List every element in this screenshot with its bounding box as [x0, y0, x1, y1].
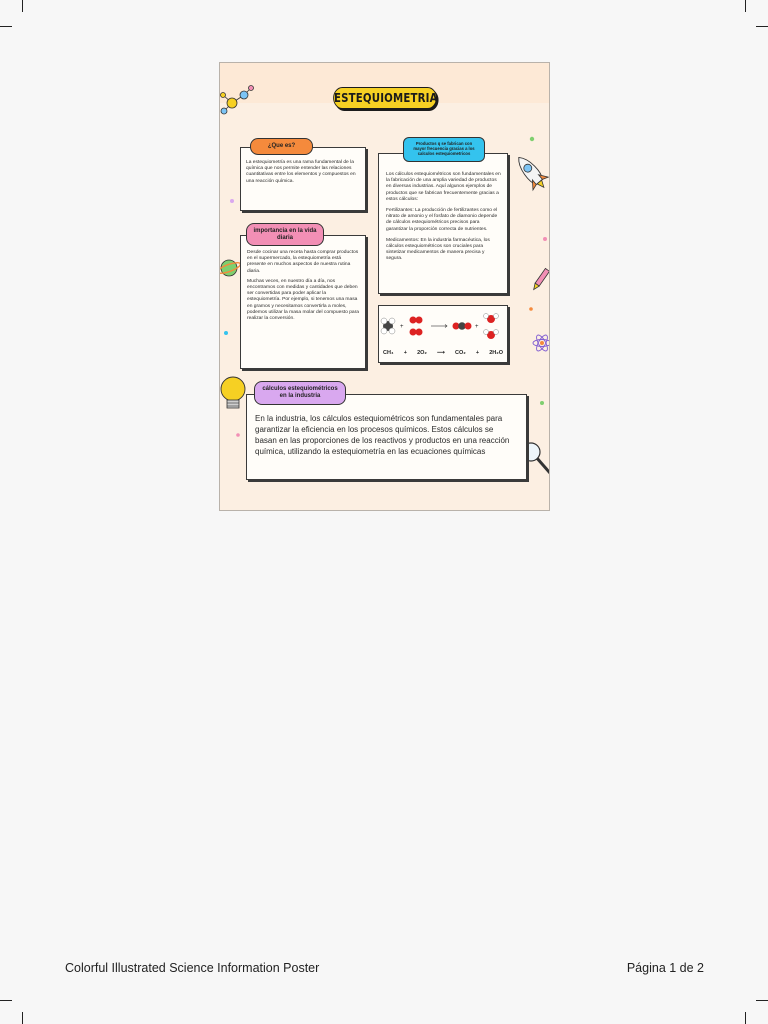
- poster: [219, 62, 550, 511]
- importancia-text-2: Muchas veces, en nuestro día a día, nos encontramos con medidas y cantidades que deben ser convertidas para poder aplicar la estequiometría. Por ejemplo, si tenemos una masa en gramos y necesitamos convertirla a moles, podemos utilizar la masa molar del compuesto para realizar la conversión.: [247, 278, 359, 322]
- productos-text-1: Los cálculos estequiométricos son fundamentales en la fabricación de una amplia variedad de productos en diversas industrias. Aquí algunos ejemplos de productos que se fabrican frecuentemente gracias a estos cálculos:: [386, 172, 501, 202]
- productos-label: Productos q se fabrican con mayor frecuencia gracias a los calculos estequiometricos: [403, 137, 485, 162]
- footer-title: Colorful Illustrated Science Information Poster: [65, 961, 320, 975]
- poster-title: ESTEQUIOMETRIA: [333, 87, 437, 109]
- importancia-label: importancia en la vida diaria: [246, 223, 324, 246]
- que-es-box: [240, 147, 366, 211]
- eq-term: CH₄: [383, 350, 394, 356]
- importancia-box: [240, 235, 366, 369]
- crop-mark: [745, 1012, 746, 1024]
- crop-mark: [756, 1000, 768, 1001]
- industria-text: En la industria, los cálculos estequiométricos son fundamentales para garantizar la eficiencia en los procesos químicos. Estos cálculos se basan en las proporciones de los reactivos y productos en una reacción química, utilizando la estequiometría en las ecuaciones químicas: [255, 414, 510, 456]
- crop-mark: [0, 1000, 12, 1001]
- crop-mark: [745, 0, 746, 12]
- que-es-label: ¿Que es?: [250, 138, 313, 155]
- eq-term: ⟶: [437, 350, 445, 356]
- crop-mark: [756, 26, 768, 27]
- svg-text:+: +: [400, 324, 404, 330]
- crop-mark: [0, 26, 12, 27]
- que-es-text: La estequiometría es una rama fundamental de la química que nos permite entender las relaciones cuantitativas entre los elementos y compuestos en una reacción química.: [246, 160, 356, 184]
- page-number: Página 1 de 2: [626, 961, 704, 975]
- svg-text:+: +: [475, 324, 479, 330]
- importancia-text-1: Desde cocinar una receta hasta comprar productos en el supermercado, la estequiometría está presente en muchos aspectos de nuestra rutina diaria.: [247, 250, 359, 274]
- productos-text-3: Medicamentos: En la industria farmacéutica, los cálculos estequiométricos son cruciales para sintetizar medicamentos de manera precisa y segura.: [386, 237, 490, 262]
- crop-mark: [22, 0, 23, 12]
- productos-text-2: Fertilizantes: La producción de fertilizantes como el nitrato de amonio y el fosfato de diamonio depende de cálculos estequiométricos precisos para garantizar la proporción correcta de nutrientes.: [386, 208, 498, 232]
- molecule-diagram: [379, 308, 507, 344]
- eq-term: 2O₂: [417, 350, 427, 356]
- eq-term: +: [475, 350, 480, 356]
- crop-mark: [22, 1012, 23, 1024]
- eq-term: CO₂: [455, 350, 466, 356]
- eq-term: 2H₂O: [489, 350, 503, 356]
- eq-term: +: [403, 350, 407, 356]
- productos-box: [378, 153, 508, 294]
- industria-label: cálculos estequiométricos en la industria: [254, 381, 346, 405]
- industria-box: [246, 394, 527, 480]
- equation-box: [378, 305, 508, 363]
- equation-text: [383, 350, 503, 356]
